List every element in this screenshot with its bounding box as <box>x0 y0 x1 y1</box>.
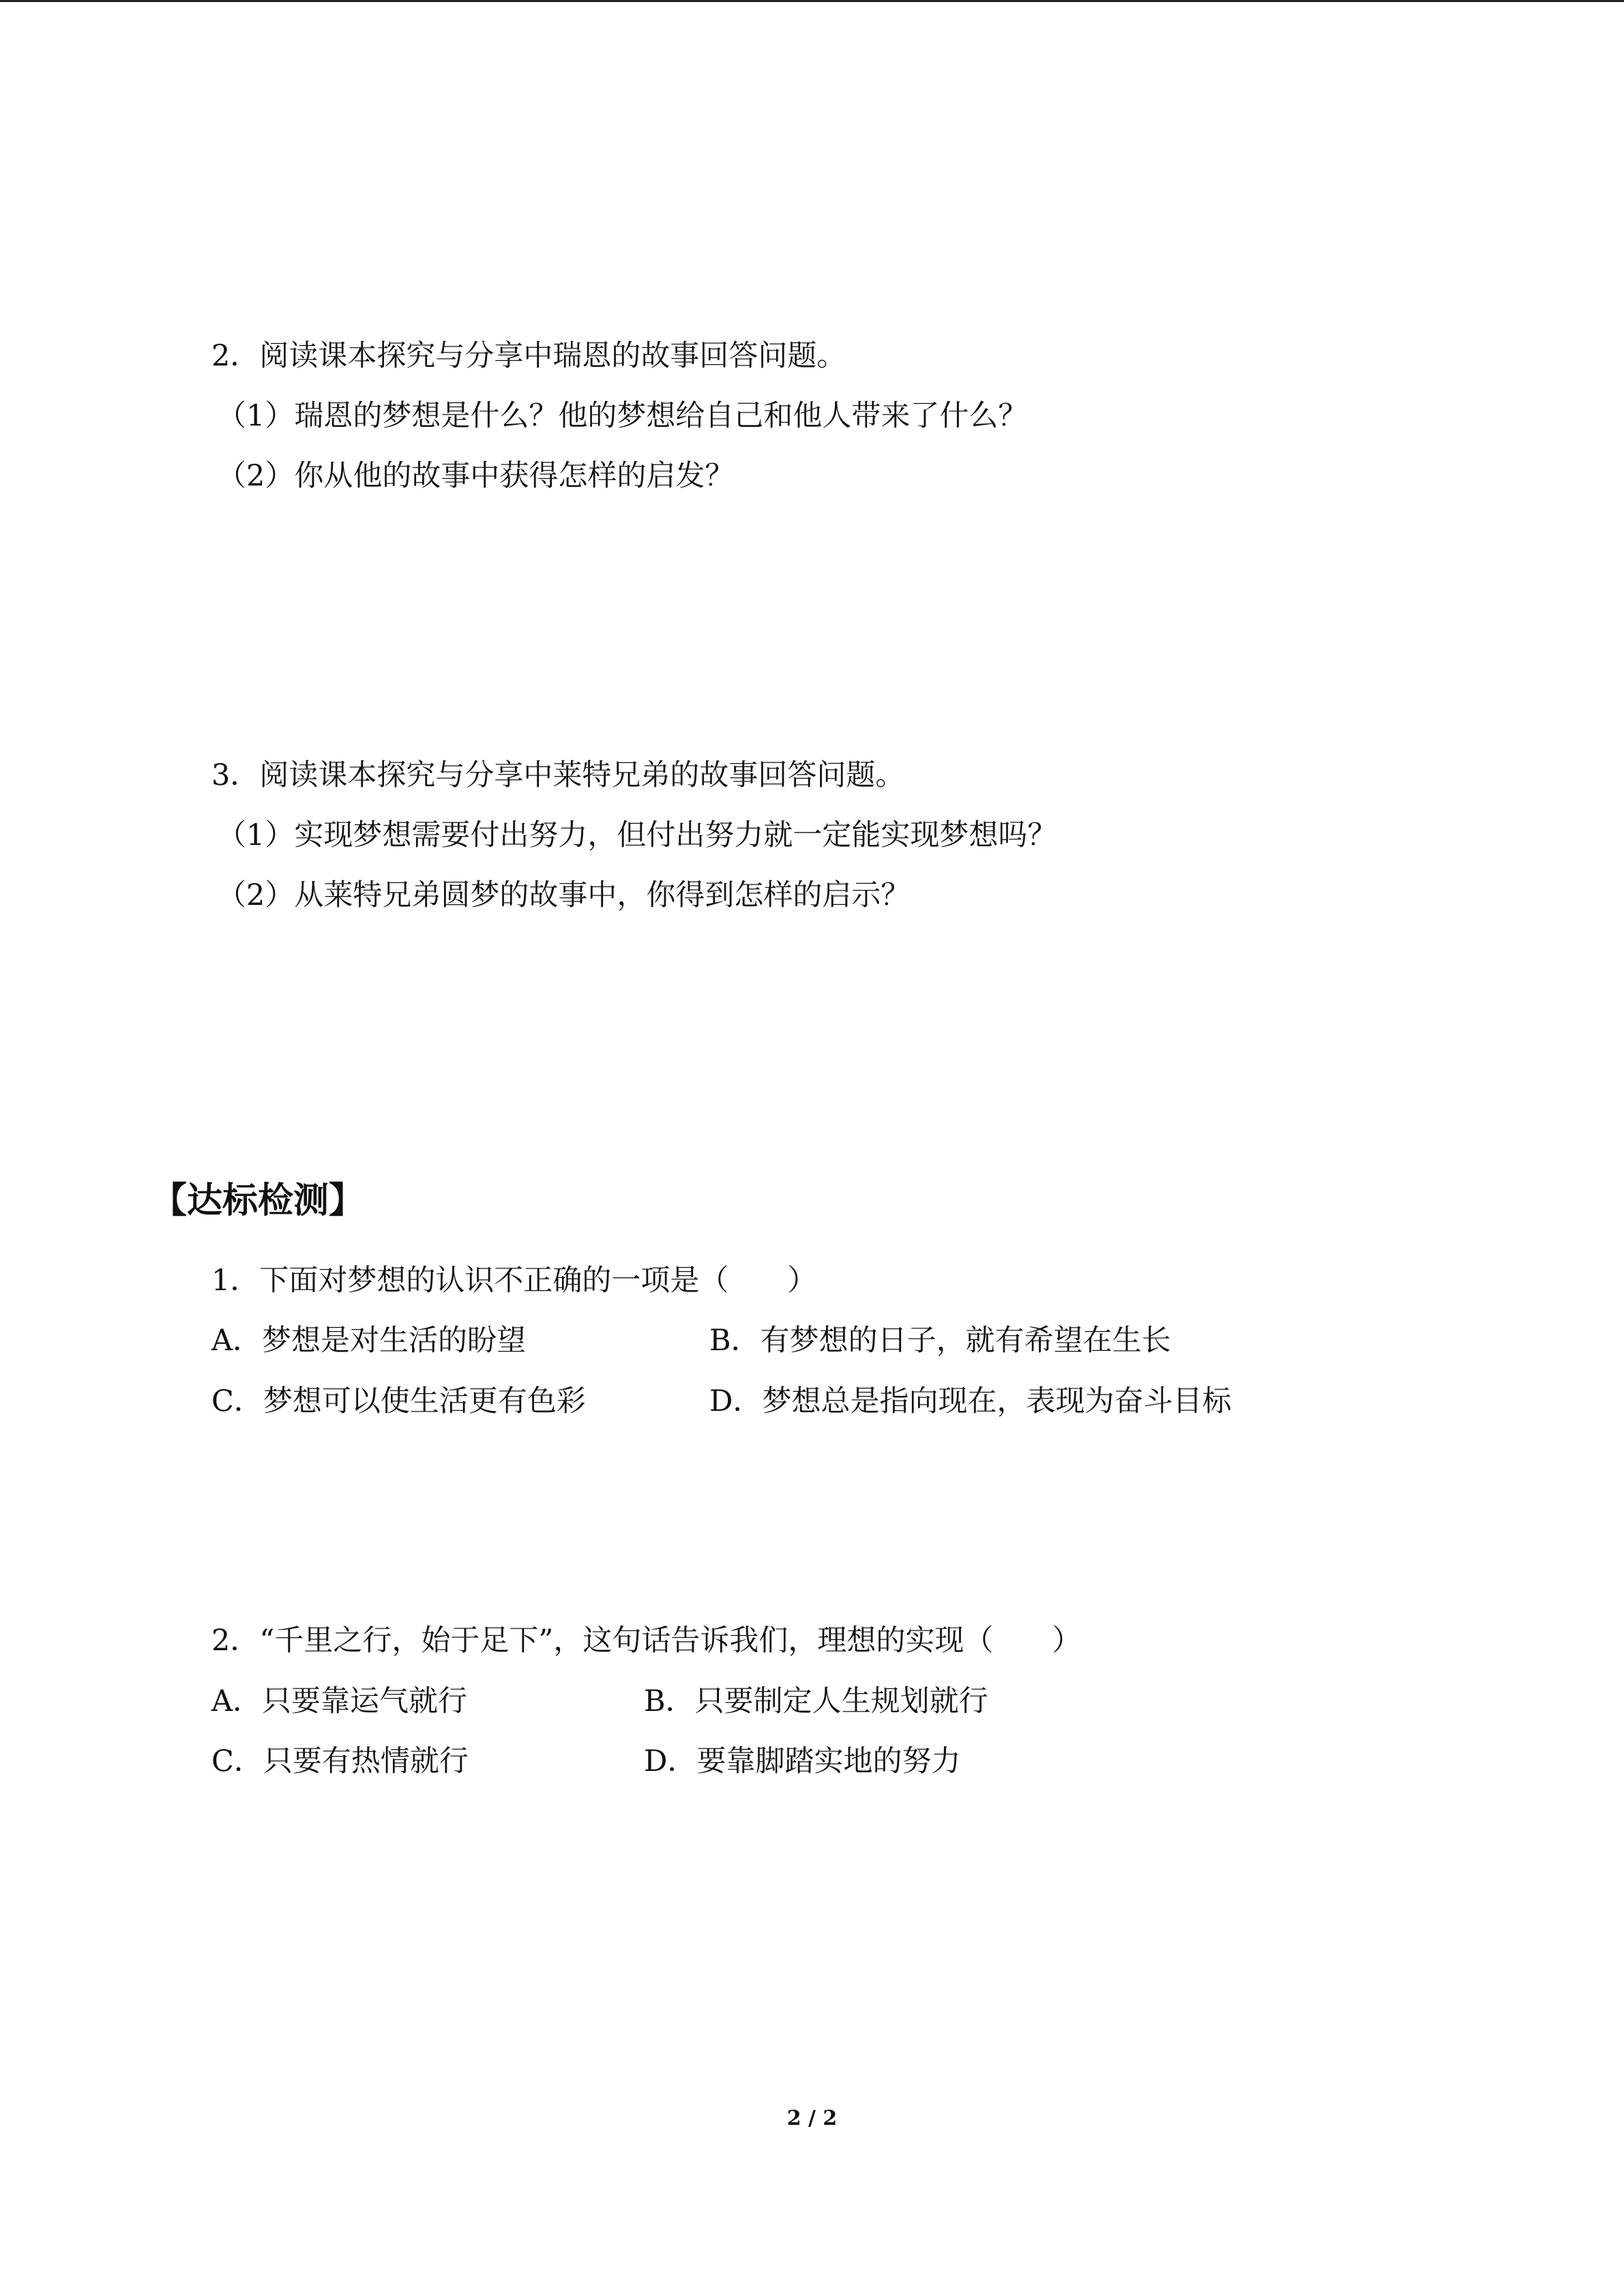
section-heading: 【达标检测】 <box>151 1180 365 1221</box>
test-question-2-option-b: B．只要制定人生规划就行 <box>644 1684 988 1718</box>
test-question-1-option-b: B．有梦想的日子，就有希望在生长 <box>709 1324 1171 1358</box>
test-question-1-option-c: C．梦想可以使生活更有色彩 <box>211 1384 586 1418</box>
question-2-sub-2: （2）你从他的故事中获得怎样的启发？ <box>217 459 735 493</box>
question-3-stem: 3．阅读课本探究与分享中莱特兄弟的故事回答问题。 <box>211 758 905 792</box>
test-question-2-option-a: A．只要靠运气就行 <box>211 1684 468 1718</box>
test-question-1-option-a: A．梦想是对生活的盼望 <box>211 1324 527 1358</box>
page-top-border <box>0 0 1624 2</box>
test-question-2-stem: 2．“千里之行，始于足下”，这句话告诉我们，理想的实现（ ） <box>211 1624 1082 1658</box>
test-question-2-option-d: D．要靠脚踏实地的努力 <box>644 1744 961 1778</box>
question-2-stem: 2．阅读课本探究与分享中瑞恩的故事回答问题。 <box>211 339 846 373</box>
page-number: 2 / 2 <box>786 2106 838 2130</box>
question-3-sub-1: （1）实现梦想需要付出努力，但付出努力就一定能实现梦想吗？ <box>217 818 1057 852</box>
question-3-sub-2: （2）从莱特兄弟圆梦的故事中，你得到怎样的启示？ <box>217 878 911 912</box>
test-question-1-stem: 1．下面对梦想的认识不正确的一项是（ ） <box>211 1264 817 1298</box>
question-2-sub-1: （1）瑞恩的梦想是什么？他的梦想给自己和他人带来了什么？ <box>217 399 1028 433</box>
test-question-2-option-c: C．只要有热情就行 <box>211 1744 469 1778</box>
test-question-1-option-d: D．梦想总是指向现在，表现为奋斗目标 <box>709 1384 1232 1418</box>
